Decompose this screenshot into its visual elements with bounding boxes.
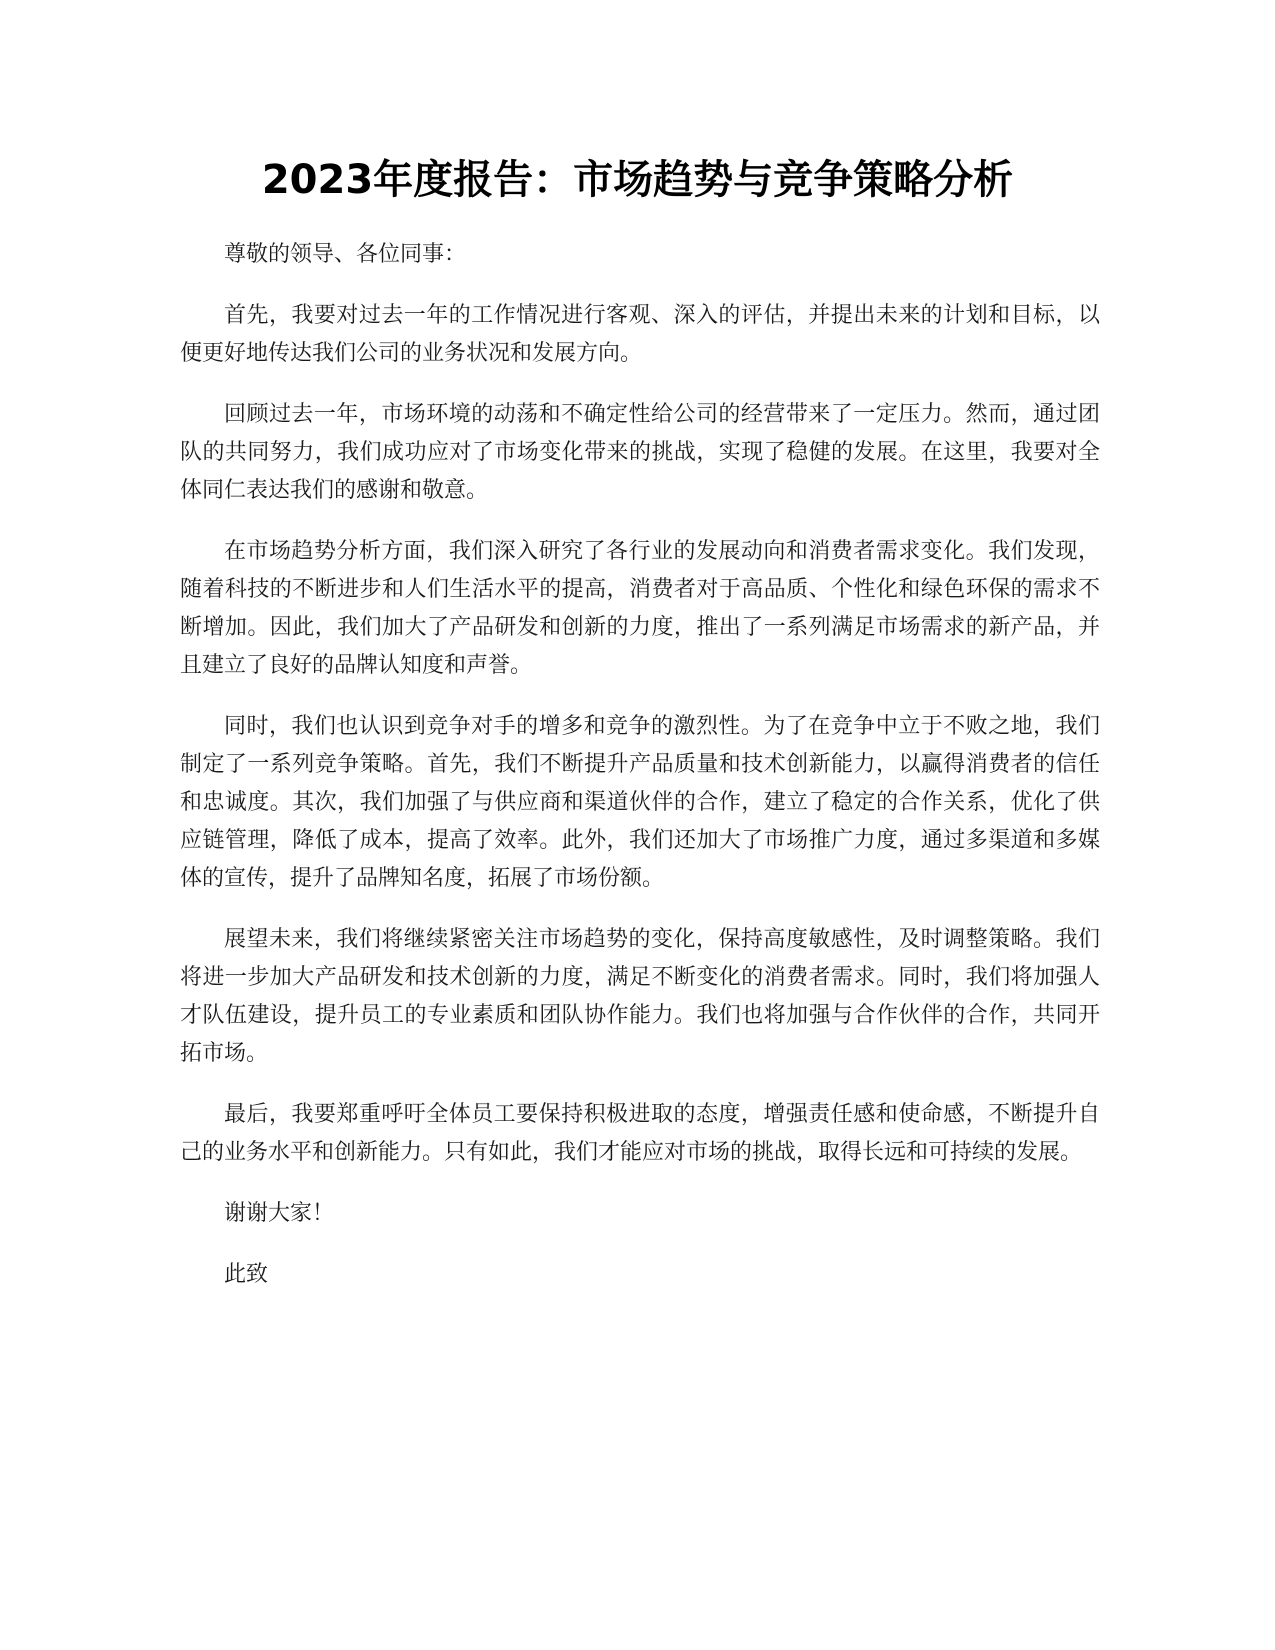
document-title: 2023年度报告：市场趋势与竞争策略分析 [261,157,1014,203]
paragraph-thanks: 谢谢大家！ [224,1201,335,1226]
paragraph-review: 回顾过去一年，市场环境的动荡和不确定性给公司的经营带来了一定压力。然而，通过团队的共同努力，我们成功应对了市场变化带来的挑战，实现了稳健的发展。在这里，我要对全体同仁表达我们的感谢和敬意。 [180,402,1100,503]
paragraph-intro: 首先，我要对过去一年的工作情况进行客观、深入的评估，并提出未来的计划和目标，以便更好地传达我们公司的业务状况和发展方向。 [180,303,1100,366]
paragraph-competition: 同时，我们也认识到竞争对手的增多和竞争的激烈性。为了在竞争中立于不败之地，我们制定了一系列竞争策略。首先，我们不断提升产品质量和技术创新能力，以赢得消费者的信任和忠诚度。其次，我们加强了与供应商和渠道伙伴的合作，建立了稳定的合作关系，优化了供应链管理，降低了成本，提高了效率。此外，我们还加大了市场推广力度，通过多渠道和多媒体的宣传，提升了品牌知名度，拓展了市场份额。 [180,714,1100,891]
paragraph-sign-off: 此致 [224,1262,269,1287]
document-body [180,236,1100,1317]
paragraph-market-trends: 在市场趋势分析方面，我们深入研究了各行业的发展动向和消费者需求变化。我们发现，随着科技的不断进步和人们生活水平的提高，消费者对于高品质、个性化和绿色环保的需求不断增加。因此，我们加大了产品研发和创新的力度，推出了一系列满足市场需求的新产品，并且建立了良好的品牌认知度和声誉。 [180,539,1100,678]
paragraph-closing-appeal: 最后，我要郑重呼吁全体员工要保持积极进取的态度，增强责任感和使命感，不断提升自己的业务水平和创新能力。只有如此，我们才能应对市场的挑战，取得长远和可持续的发展。 [180,1102,1100,1165]
paragraph-salutation: 尊敬的领导、各位同事： [224,242,467,267]
paragraph-outlook: 展望未来，我们将继续紧密关注市场趋势的变化，保持高度敏感性，及时调整策略。我们将进一步加大产品研发和技术创新的力度，满足不断变化的消费者需求。同时，我们将加强人才队伍建设，提升员工的专业素质和团队协作能力。我们也将加强与合作伙伴的合作，共同开拓市场。 [180,927,1100,1066]
